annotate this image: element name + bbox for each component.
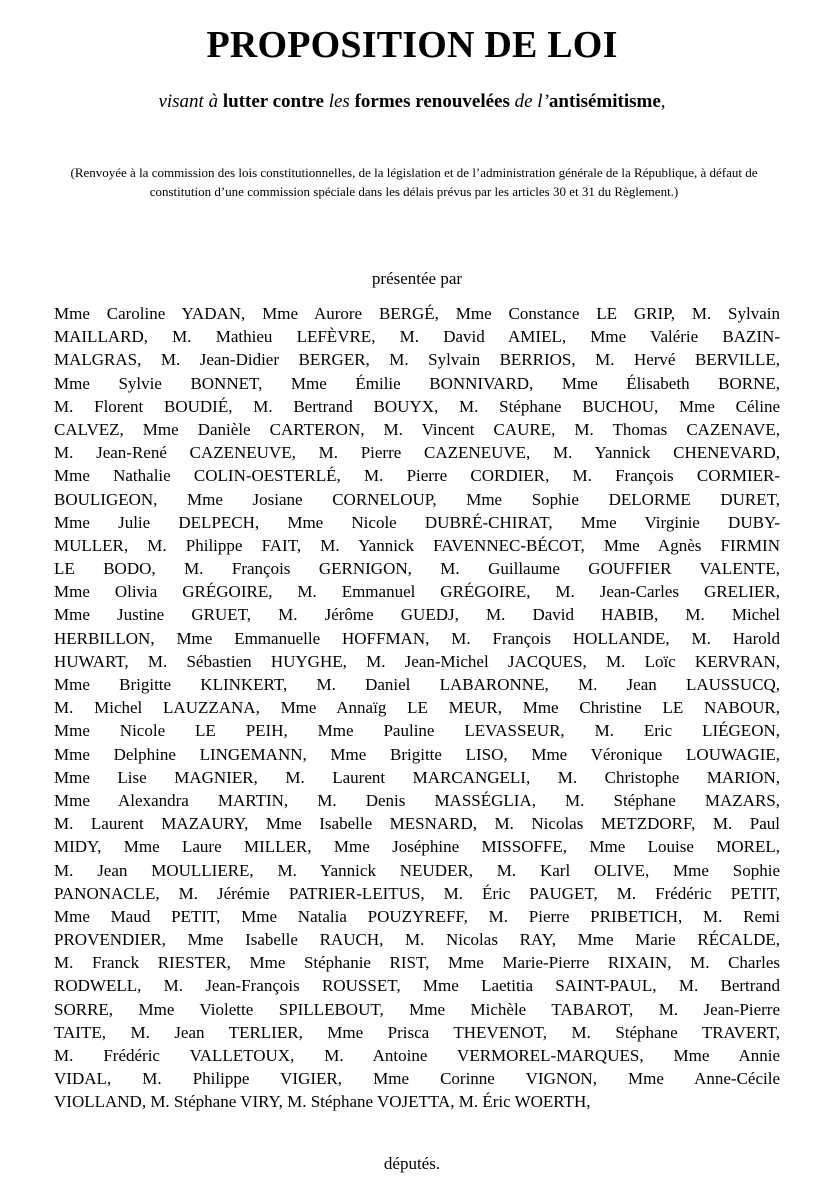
author-line: RODWELL, M. Jean-François ROUSSET, Mme Laetitia SAINT-PAUL, M. Bertrand <box>54 976 780 996</box>
author-line: M. Frédéric VALLETOUX, M. Antoine VERMOREL-MARQUES, Mme Annie <box>54 1046 780 1065</box>
document-subtitle <box>0 88 824 116</box>
subtitle-part-2: lutter contre <box>222 91 324 112</box>
author-line: Mme Olivia GRÉGOIRE, M. Emmanuel GRÉGOIRE, M. Jean-Carles GRELIER, <box>54 582 780 602</box>
author-line: MALGRAS, M. Jean-Didier BERGER, M. Sylvain BERRIOS, M. Hervé BERVILLE, <box>54 350 780 370</box>
referral-note: (Renvoyée à la commission des lois constitutionnelles, de la législation et de l’administration générale de la République, à défaut de constitution d’une commission spéciale dans les délais prévus par les articles 30 et 31 du Règlement.) <box>70 165 758 199</box>
author-line: Mme Caroline YADAN, Mme Aurore BERGÉ, Mme Constance LE GRIP, M. Sylvain <box>54 304 780 323</box>
author-line: M. Jean MOULLIERE, M. Yannick NEUDER, M. Karl OLIVE, Mme Sophie <box>54 860 780 880</box>
subtitle-part-5: de l’ <box>514 91 549 112</box>
author-line: MIDY, Mme Laure MILLER, Mme Joséphine MISSOFFE, Mme Louise MOREL, <box>54 837 780 857</box>
author-line: HUWART, M. Sébastien HUYGHE, M. Jean-Michel JACQUES, M. Loïc KERVRAN, <box>54 651 780 671</box>
author-line: HERBILLON, Mme Emmanuelle HOFFMAN, M. François HOLLANDE, M. Harold <box>54 628 780 648</box>
author-line: TAITE, M. Jean TERLIER, Mme Prisca THEVENOT, M. Stéphane TRAVERT, <box>54 1022 780 1042</box>
author-line: Mme Justine GRUET, M. Jérôme GUEDJ, M. David HABIB, M. Michel <box>54 605 780 625</box>
author-line: M. Florent BOUDIÉ, M. Bertrand BOUYX, M. Stéphane BUCHOU, Mme Céline <box>54 396 780 416</box>
subtitle-part-4: formes renouvelées <box>354 91 510 112</box>
closing-label: députés. <box>383 1154 441 1173</box>
author-line: PANONACLE, M. Jérémie PATRIER-LEITUS, M. Éric PAUGET, M. Frédéric PETIT, <box>54 883 780 903</box>
author-line: Mme Nicole LE PEIH, Mme Pauline LEVASSEUR, M. Eric LIÉGEON, <box>54 721 780 741</box>
author-line: BOULIGEON, Mme Josiane CORNELOUP, Mme Sophie DELORME DURET, <box>54 489 780 509</box>
author-line: MULLER, M. Philippe FAIT, M. Yannick FAVENNEC-BÉCOT, Mme Agnès FIRMIN <box>54 535 780 555</box>
author-line: Mme Nathalie COLIN-OESTERLÉ, M. Pierre CORDIER, M. François CORMIER- <box>54 466 780 486</box>
document-title: PROPOSITION DE LOI <box>206 24 618 66</box>
author-line: M. Laurent MAZAURY, Mme Isabelle MESNARD, M. Nicolas METZDORF, M. Paul <box>54 814 780 834</box>
subtitle-part-3: les <box>328 91 350 112</box>
author-line: M. Michel LAUZZANA, Mme Annaïg LE MEUR, Mme Christine LE NABOUR, <box>54 698 780 718</box>
author-line: PROVENDIER, Mme Isabelle RAUCH, M. Nicolas RAY, Mme Marie RÉCALDE, <box>54 930 780 950</box>
author-line: MAILLARD, M. Mathieu LEFÈVRE, M. David AMIEL, Mme Valérie BAZIN- <box>54 327 780 347</box>
author-line: VIDAL, M. Philippe VIGIER, Mme Corinne VIGNON, Mme Anne-Cécile <box>54 1069 780 1089</box>
author-line: CALVEZ, Mme Danièle CARTERON, M. Vincent CAURE, M. Thomas CAZENAVE, <box>54 419 780 439</box>
author-line: M. Franck RIESTER, Mme Stéphanie RIST, Mme Marie-Pierre RIXAIN, M. Charles <box>54 953 780 973</box>
subtitle-part-7: , <box>660 91 666 112</box>
author-line: Mme Lise MAGNIER, M. Laurent MARCANGELI, M. Christophe MARION, <box>54 767 780 787</box>
authors-list <box>54 302 780 1114</box>
author-line: VIOLLAND, M. Stéphane VIRY, M. Stéphane VOJETTA, M. Éric WOERTH, <box>54 1092 591 1112</box>
presented-by-label: présentée par <box>371 269 463 288</box>
author-line: Mme Alexandra MARTIN, M. Denis MASSÉGLIA, M. Stéphane MAZARS, <box>54 790 780 810</box>
subtitle-part-6: antisémitisme <box>548 91 661 112</box>
author-line: Mme Maud PETIT, Mme Natalia POUZYREFF, M. Pierre PRIBETICH, M. Remi <box>54 906 780 926</box>
author-line: LE BODO, M. François GERNIGON, M. Guillaume GOUFFIER VALENTE, <box>54 559 780 579</box>
author-line: SORRE, Mme Violette SPILLEBOUT, Mme Michèle TABAROT, M. Jean-Pierre <box>54 999 780 1019</box>
author-line: Mme Julie DELPECH, Mme Nicole DUBRÉ-CHIRAT, Mme Virginie DUBY- <box>54 512 780 532</box>
author-line: Mme Delphine LINGEMANN, Mme Brigitte LISO, Mme Véronique LOUWAGIE, <box>54 744 780 764</box>
author-line: M. Jean-René CAZENEUVE, M. Pierre CAZENEUVE, M. Yannick CHENEVARD, <box>54 443 780 463</box>
subtitle-part-1: visant à <box>158 91 219 112</box>
author-line: Mme Sylvie BONNET, Mme Émilie BONNIVARD, Mme Élisabeth BORNE, <box>54 373 780 393</box>
author-line: Mme Brigitte KLINKERT, M. Daniel LABARONNE, M. Jean LAUSSUCQ, <box>54 675 780 694</box>
